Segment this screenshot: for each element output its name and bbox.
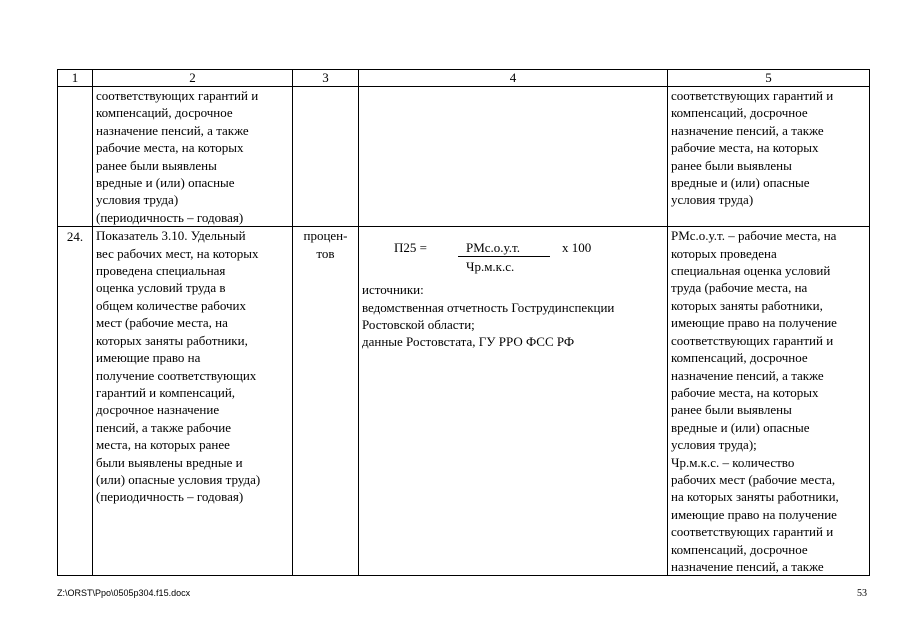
notes-cell: соответствующих гарантий и компенсаций, досрочное назначение пенсий, а также рабочие места, на которых ранее были выявлены вредные и (или) опасные условия труда) <box>668 87 870 227</box>
formula-lhs: П25 = <box>394 240 427 256</box>
calculation-cell <box>359 227 668 576</box>
indicators-table <box>57 69 870 576</box>
column-number-5: 5 <box>668 70 870 87</box>
row-number-cell: 24. <box>58 227 93 576</box>
unit-cell <box>293 87 359 227</box>
indicator-cell: Показатель 3.10. Удельный вес рабочих мест, на которых проведена специальная оценка условий труда в общем количестве рабочих мест (рабочие места, на которых заняты работники, имеющие право на получение соответствующих гарантий и компенсаций, досрочное назначение пенсий, а также рабочие места, на которых ранее были выявлены вредные и (или) опасные условия труда) (периодичность – годовая) <box>93 227 293 576</box>
column-number-1: 1 <box>58 70 93 87</box>
page-number: 53 <box>857 588 867 599</box>
formula-multiplier: x 100 <box>562 240 592 256</box>
file-path: Z:\ORST\Ppo\0505p304.f15.docx <box>57 588 191 598</box>
unit-cell: процен- тов <box>293 227 359 576</box>
column-number-3: 3 <box>293 70 359 87</box>
column-number-2: 2 <box>93 70 293 87</box>
formula-numerator: РМс.о.у.т. <box>466 240 520 256</box>
table-row-24 <box>58 227 870 576</box>
calculation-cell <box>359 87 668 227</box>
row-number-cell <box>58 87 93 227</box>
data-sources: источники: ведомственная отчетность Гострудинспекции Ростовской области; данные Ростовстата, ГУ РРО ФСС РФ <box>362 282 615 350</box>
formula <box>362 227 664 275</box>
formula-denominator: Чр.м.к.с. <box>466 259 515 275</box>
fraction-bar <box>458 256 550 257</box>
table-row-continuation <box>58 87 870 227</box>
table-header-row <box>58 70 870 87</box>
indicator-cell: соответствующих гарантий и компенсаций, досрочное назначение пенсий, а также рабочие места, на которых ранее были выявлены вредные и (или) опасные условия труда) (периодичность – годовая) <box>93 87 293 227</box>
column-number-4: 4 <box>359 70 668 87</box>
notes-cell: РМс.о.у.т. – рабочие места, на которых проведена специальная оценка условий труда (рабочие места, на которых заняты работники, имеющие право на получение соответствующих гарантий и компенсаций, досрочное назначение пенсий, а также рабочие места, на которых ранее были выявлены вредные и (или) опасные условия труда); Чр.м.к.с. – количество рабочих мест (рабочие места, на которых заняты работники, имеющие право на получение соответствующих гарантий и компенсаций, досрочное назначение пенсий, а также <box>668 227 870 576</box>
